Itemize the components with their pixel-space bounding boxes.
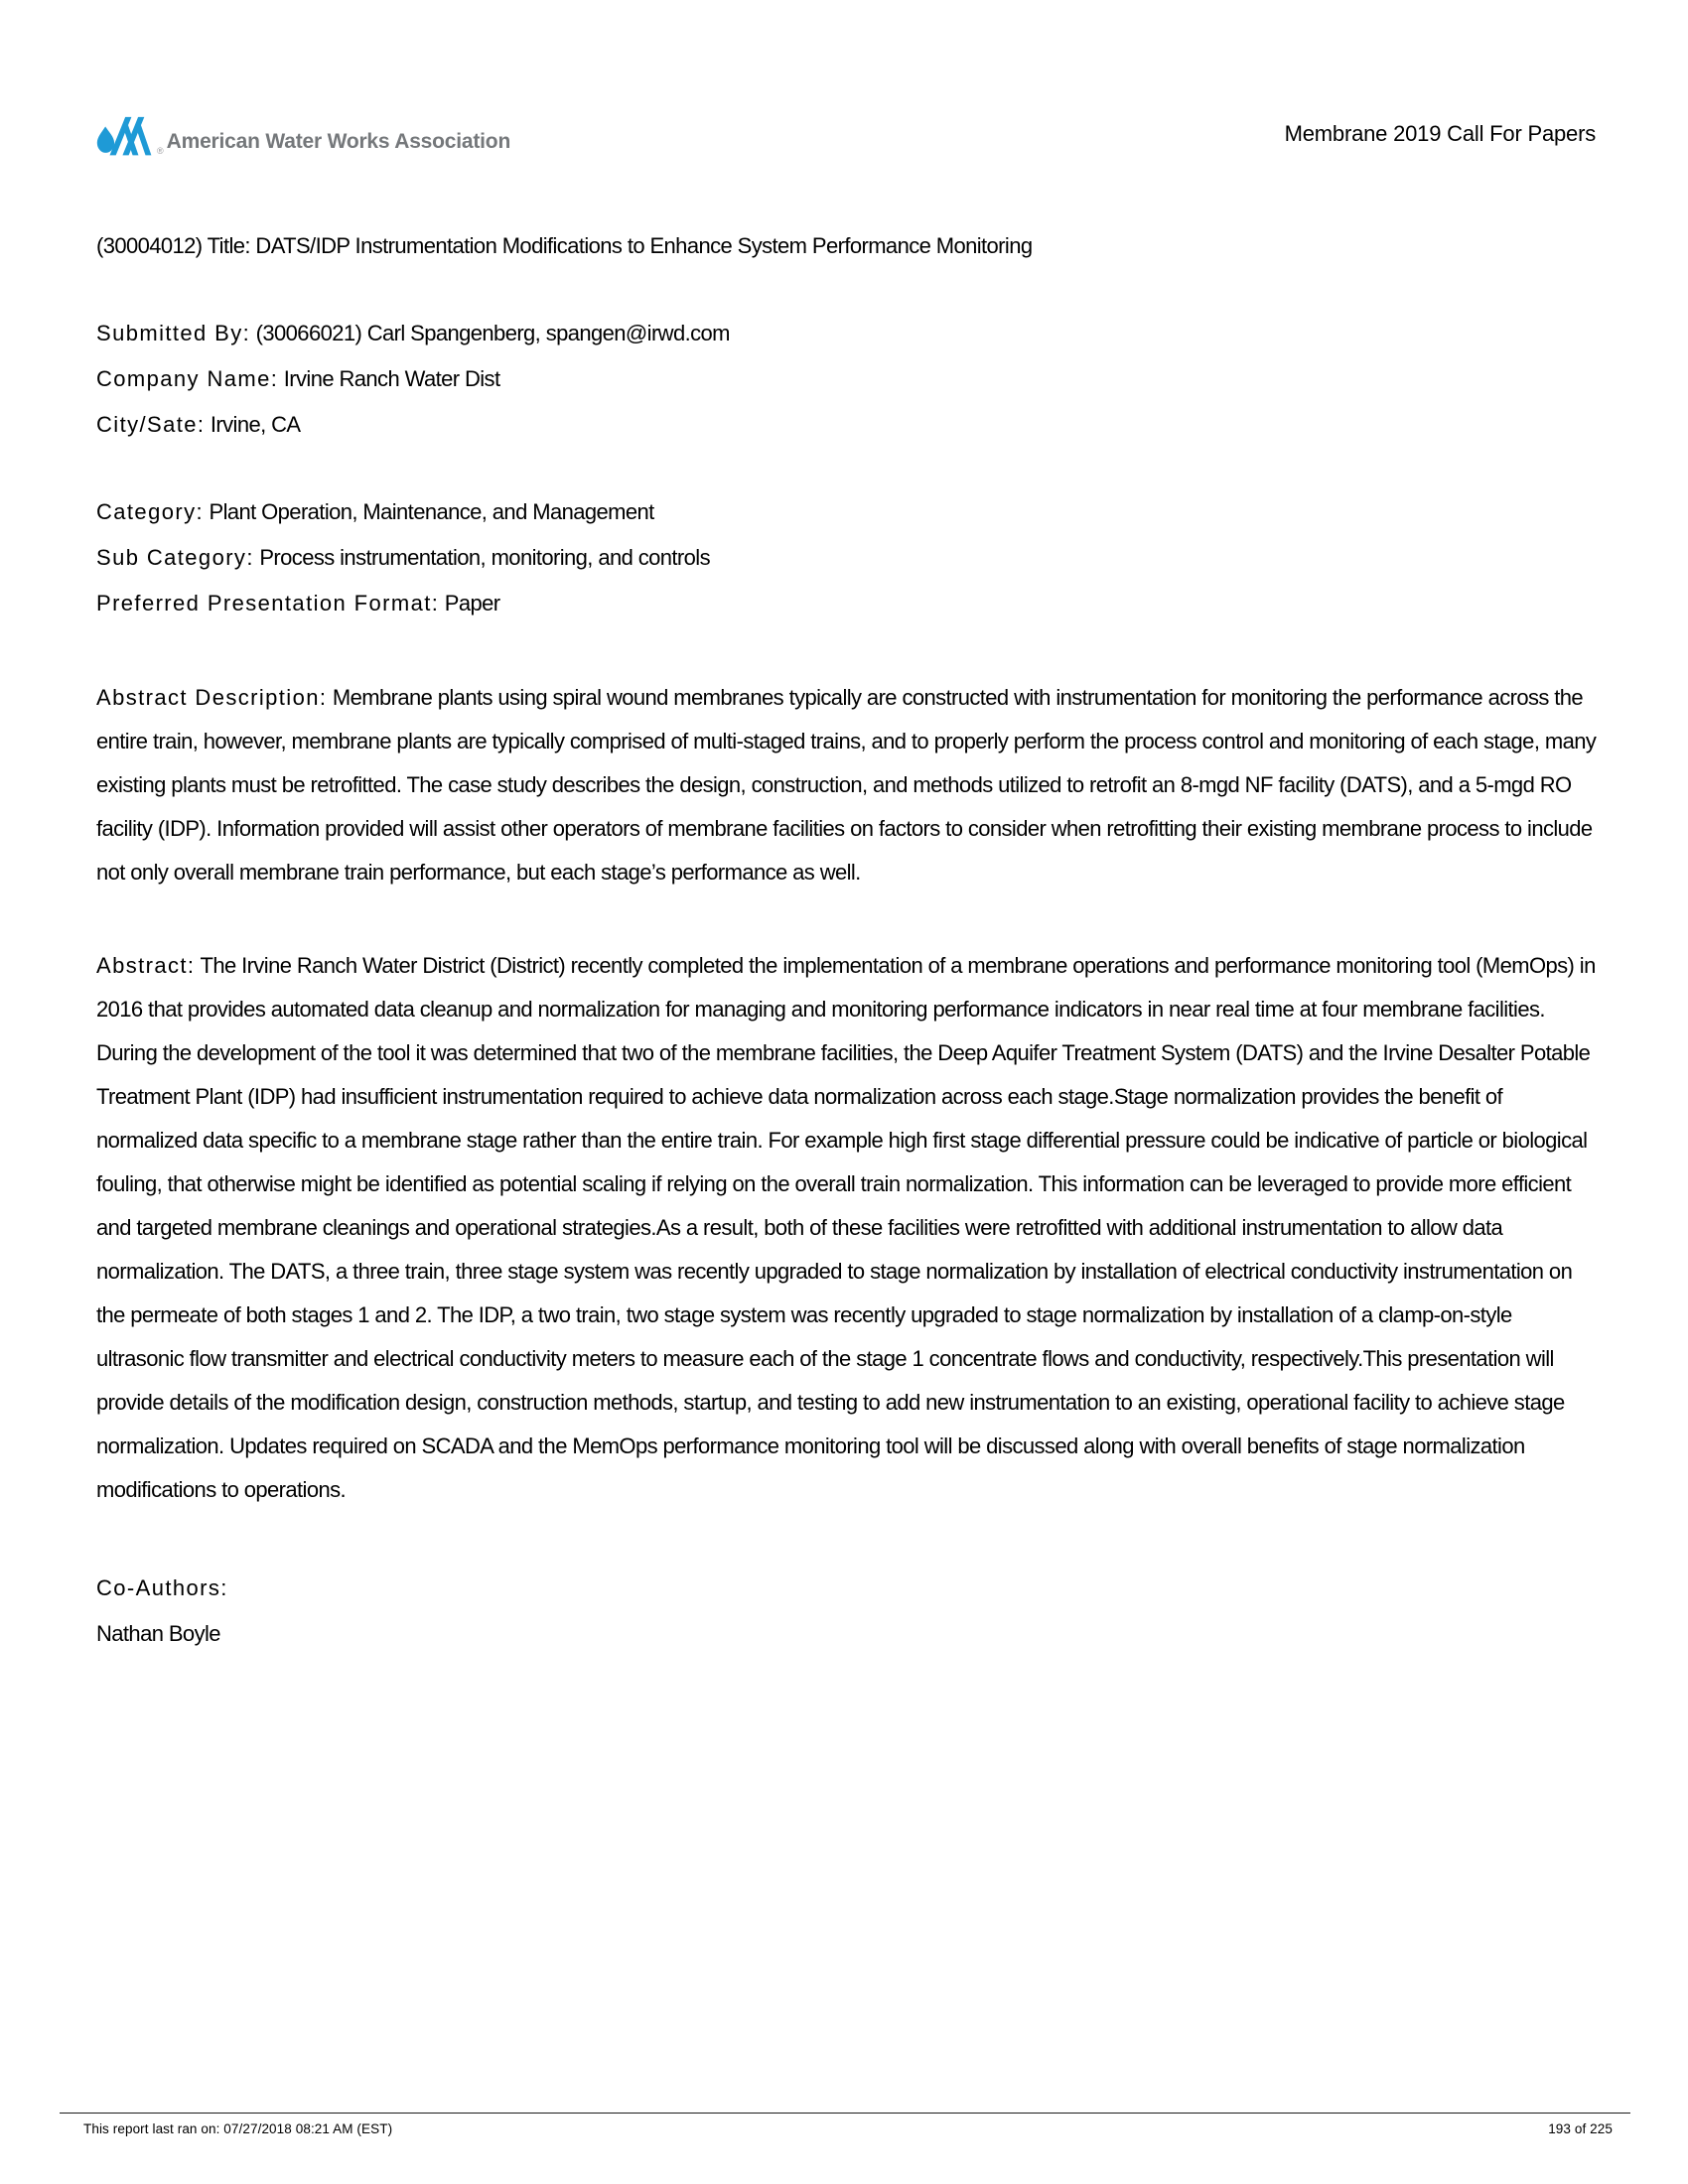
abstract-record — [96, 231, 1599, 1657]
abstract-label: Abstract: — [96, 953, 196, 978]
sub-category-value: Process instrumentation, monitoring, and controls — [259, 545, 710, 570]
page-header — [94, 111, 1596, 158]
company-name-value: Irvine Ranch Water Dist — [283, 366, 500, 391]
sub-category-field — [96, 535, 1599, 581]
category-label: Category: — [96, 499, 204, 524]
co-authors-block — [96, 1566, 1599, 1657]
city-state-label: City/Sate: — [96, 412, 206, 437]
abstract-description-label: Abstract Description: — [96, 685, 328, 710]
submitted-by-label: Submitted By: — [96, 321, 251, 345]
city-state-field — [96, 402, 1599, 448]
awwa-logo-wordmark: American Water Works Association — [166, 130, 511, 153]
sub-category-label: Sub Category: — [96, 545, 254, 570]
company-name-label: Company Name: — [96, 366, 279, 391]
category-info-block — [96, 489, 1599, 626]
page-footer — [60, 2113, 1630, 2136]
footer-last-ran: This report last ran on: 07/27/2018 08:21 AM (EST) — [83, 2121, 393, 2136]
category-field — [96, 489, 1599, 535]
co-authors-label: Co-Authors: — [96, 1575, 228, 1600]
abstract-paragraph — [96, 944, 1599, 1512]
co-author-name: Nathan Boyle — [96, 1621, 220, 1646]
registered-mark-symbol: ® — [157, 146, 164, 156]
presentation-format-label: Preferred Presentation Format: — [96, 591, 440, 615]
city-state-value: Irvine, CA — [210, 412, 301, 437]
company-name-field — [96, 356, 1599, 402]
awwa-logo-mark — [94, 111, 156, 158]
category-value: Plant Operation, Maintenance, and Management — [209, 499, 654, 524]
footer-page-number: 193 of 225 — [1548, 2121, 1613, 2136]
co-authors-heading — [96, 1566, 1599, 1611]
submitter-info-block — [96, 311, 1599, 448]
submission-title: (30004012) Title: DATS/IDP Instrumentation Modifications to Enhance System Performance Monitoring — [96, 233, 1033, 258]
submitted-by-field — [96, 311, 1599, 356]
awwa-logo — [94, 111, 510, 158]
abstract-description-paragraph — [96, 676, 1599, 894]
submitted-by-value: (30066021) Carl Spangenberg, spangen@irwd.com — [255, 321, 730, 345]
abstract-text: The Irvine Ranch Water District (District) recently completed the implementation of a membrane operations and performance monitoring tool (MemOps) in 2016 that provides automated data cleanup and normalization for managing and monitoring performance indicators in near real time at four membrane facilities. During the development of the tool it was determined that two of the membrane facilities, the Deep Aquifer Treatment System (DATS) and the Irvine Desalter Potable Treatment Plant (IDP) had insufficient instrumentation required to achieve data normalization across each stage.Stage normalization provides the benefit of normalized data specific to a membrane stage rather than the entire train. For example high first stage differential pressure could be indicative of particle or biological fouling, that otherwise might be identified as potential scaling if relying on the overall train normalization. This information can be leveraged to provide more efficient and targeted membrane cleanings and operational strategies.As a result, both of these facilities were retrofitted with additional instrumentation to allow data normalization. The DATS, a three train, three stage system was recently upgraded to stage normalization by installation of electrical conductivity instrumentation on the permeate of both stages 1 and 2. The IDP, a two train, two stage system was recently upgraded to stage normalization by installation of a clamp-on-style ultrasonic flow transmitter and electrical conductivity meters to measure each of the stage 1 concentrate flows and conductivity, respectively.This presentation will provide details of the modification design, construction methods, startup, and testing to add new instrumentation to an existing, operational facility to achieve stage normalization. Updates required on SCADA and the MemOps performance monitoring tool will be discussed along with overall benefits of stage normalization modifications to operations. — [96, 953, 1596, 1502]
presentation-format-value: Paper — [444, 591, 500, 615]
abstract-description-text: Membrane plants using spiral wound membranes typically are constructed with instrumentation for monitoring the performance across the entire train, however, membrane plants are typically comprised of multi-staged trains, and to properly perform the process control and monitoring of each stage, many existing plants must be retrofitted. The case study describes the design, construction, and methods utilized to retrofit an 8-mgd NF facility (DATS), and a 5-mgd RO facility (IDP). Information provided will assist other operators of membrane facilities on factors to consider when retrofitting their existing membrane process to include not only overall membrane train performance, but each stage’s performance as well. — [96, 685, 1597, 885]
presentation-format-field — [96, 581, 1599, 626]
report-title: Membrane 2019 Call For Papers — [1284, 121, 1596, 146]
